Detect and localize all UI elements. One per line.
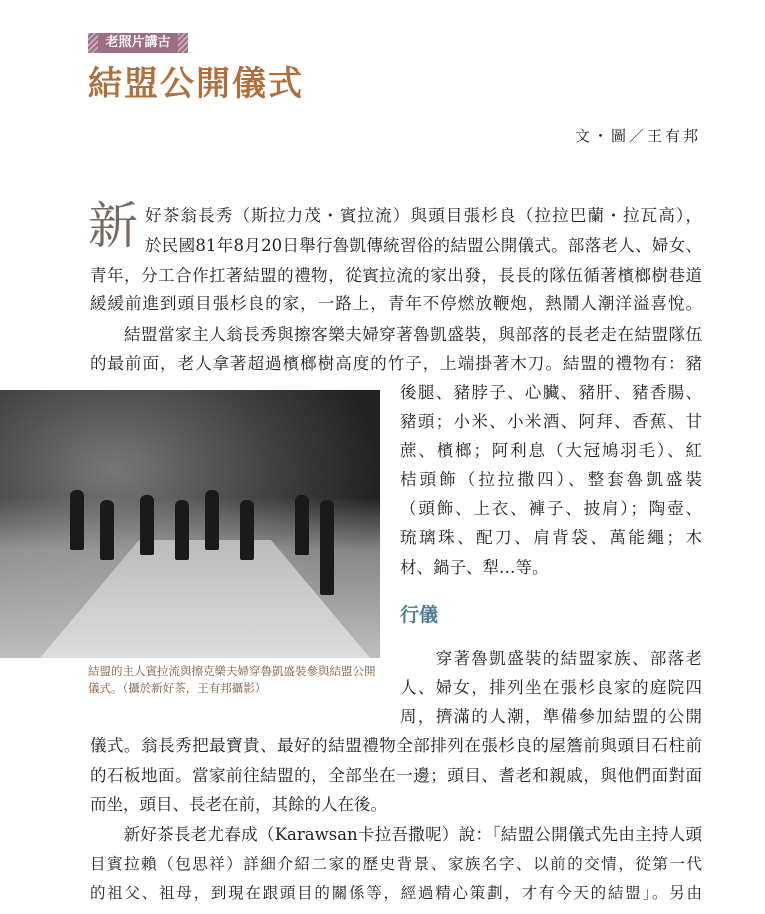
- body-line: 桔頭飾（拉拉撒四）、整套魯凱盛裝: [400, 470, 702, 489]
- person-figure: [100, 500, 114, 560]
- body-line: 青年，分工合作扛著結盟的禮物，從賓拉流的家出發，長長的隊伍循著檳榔樹巷道: [90, 266, 702, 285]
- body-line: 蔗、檳榔；阿利息（大冠鳩羽毛）、紅: [400, 441, 702, 460]
- body-line: 人、婦女，排列坐在張杉良家的庭院四: [400, 678, 702, 697]
- drop-cap: 新: [88, 197, 138, 255]
- body-line: 琉璃珠、配刀、肩背袋、萬能繩；木: [400, 528, 702, 547]
- article-title: 結盟公開儀式: [88, 64, 304, 104]
- person-figure: [320, 500, 334, 595]
- body-line: （頭飾、上衣、褲子、披肩）；陶壺、: [400, 499, 702, 518]
- procession-photo: [0, 390, 380, 658]
- person-figure: [295, 495, 309, 555]
- body-line: 新好茶長老尤春成（Karawsan卡拉吾撒呢）說：「結盟公開儀式先由主持人頭: [90, 825, 702, 844]
- body-line: 而坐，頭目、長老在前，其餘的人在後。: [90, 795, 387, 814]
- person-figure: [205, 490, 219, 550]
- body-line: 好茶翁長秀（斯拉力茂・賓拉流）與頭目張杉良（拉拉巴蘭・拉瓦高），: [145, 206, 702, 225]
- body-line: 後腿、豬脖子、心臟、豬肝、豬香腸、: [400, 383, 702, 402]
- body-line: 周，擠滿的人潮，準備參加結盟的公開: [400, 707, 702, 726]
- person-figure: [140, 495, 154, 555]
- body-line: 緩緩前進到頭目張杉良的家，一路上，青年不停燃放鞭炮，熱鬧人潮洋溢喜悅。: [90, 294, 702, 313]
- body-line: 儀式。翁長秀把最寶貴、最好的結盟禮物全部排列在張杉良的屋簷前與頭目石柱前: [90, 736, 702, 755]
- section-heading: 行儀: [400, 604, 439, 626]
- body-line: 於民國81年8月20日舉行魯凱傳統習俗的結盟公開儀式。部落老人、婦女、: [145, 236, 702, 255]
- body-line: 材、鍋子、犁…等。: [400, 558, 549, 577]
- person-figure: [70, 490, 84, 550]
- body-line: 的石板地面。當家前往結盟的，全部坐在一邊；頭目、耆老和親戚，與他們面對面: [90, 766, 702, 785]
- byline: 文・圖／王有邦: [574, 127, 701, 145]
- section-tag: 老照片講古: [88, 33, 188, 53]
- body-line: 結盟當家主人翁長秀與擦客樂夫婦穿著魯凱盛裝，與部落的長老走在結盟隊伍: [90, 325, 702, 344]
- body-line: 的祖父、祖母，到現在跟頭目的關係等，經過精心策劃，才有今天的結盟」。另由: [90, 884, 702, 902]
- body-line: 豬頭；小米、小米酒、阿拜、香蕉、甘: [400, 412, 702, 431]
- photo-caption: 結盟的主人賓拉流與擦克樂夫婦穿魯凱盛裝參與結盟公開儀式。（攝於新好茶，王有邦攝影）: [88, 664, 376, 695]
- body-line: 穿著魯凱盛裝的結盟家族、部落老: [400, 649, 702, 668]
- body-line: 的最前面，老人拿著超過檳榔樹高度的竹子，上端掛著木刀。結盟的禮物有：豬: [90, 354, 702, 373]
- person-figure: [240, 500, 254, 560]
- person-figure: [175, 500, 189, 560]
- body-line: 目賓拉賴（包思祥）詳細介紹二家的歷史背景、家族名字、以前的交情，從第一代: [90, 855, 702, 873]
